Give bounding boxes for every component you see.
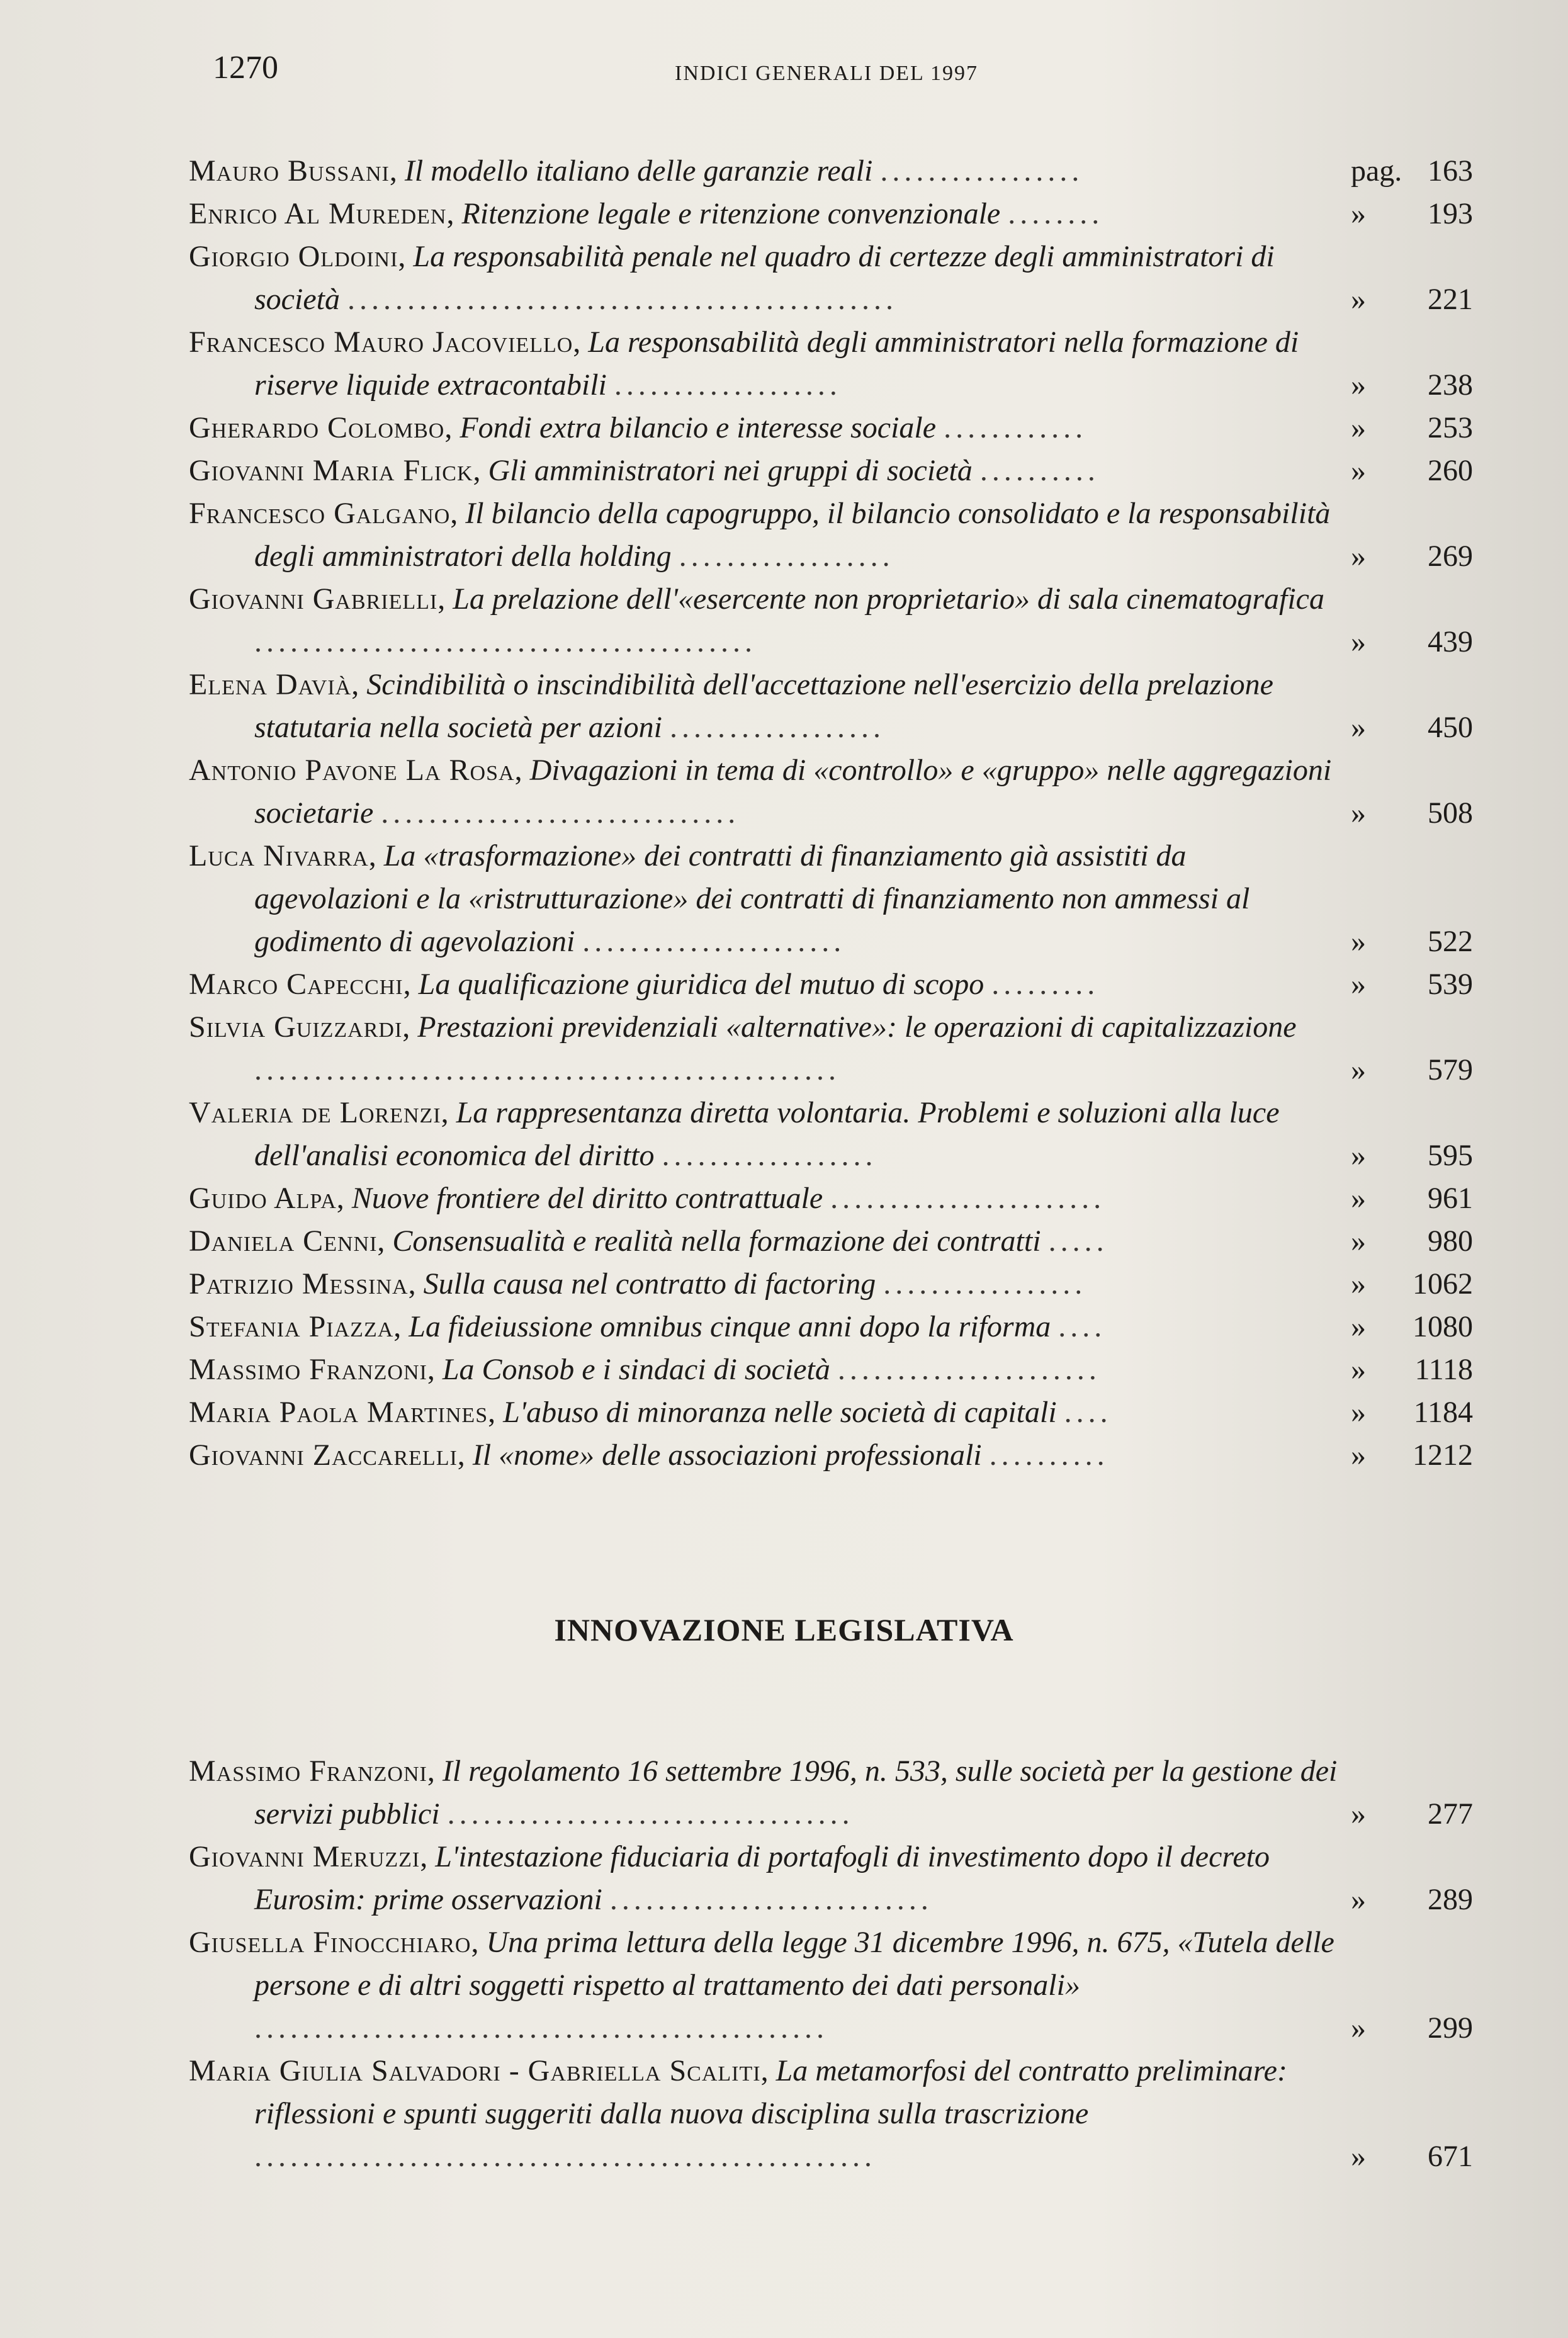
- table-of-contents-legislative: [189, 1750, 1473, 2178]
- toc-entry: Francesco Galgano, Il bilancio della capogruppo, il bilancio consolidato e la responsabilità degli amministratori della holding .................. » 269: [189, 492, 1473, 578]
- entry-title: Consensualità e realità nella formazione dei contratti: [392, 1224, 1041, 1258]
- entry-author: Gherardo Colombo: [189, 411, 445, 444]
- entry-title: La «trasformazione» dei contratti di finanziamento già assistiti da agevolazioni e la «ristrutturazione» dei contratti di finanziamento non ammessi al godimento di agevolazioni: [254, 839, 1250, 958]
- dot-leader: .................: [883, 1267, 1087, 1301]
- entry-title: La Consob e i sindaci di società: [442, 1353, 830, 1386]
- entry-author: Massimo Franzoni: [189, 1754, 427, 1788]
- toc-entry: Patrizio Messina, Sulla causa nel contratto di factoring ................. » 1062: [189, 1263, 1473, 1306]
- entry-author: Luca Nivarra: [189, 839, 369, 873]
- dot-leader: ..................: [679, 539, 894, 573]
- toc-entry: Giovanni Meruzzi, L'intestazione fiduciaria di portafogli di investimento dopo il decreto Eurosim: prime osservazioni ........................... » 289: [189, 1836, 1473, 1921]
- page-number: 1270: [213, 50, 278, 86]
- table-of-contents-articles: [189, 150, 1473, 1477]
- entry-title: Ritenzione legale e ritenzione convenzionale: [461, 197, 1001, 230]
- entry-title: La prelazione dell'«esercente non proprietario» di sala cinematografica: [453, 582, 1324, 616]
- entry-page-number: 522: [1428, 925, 1473, 958]
- entry-page-number: 221: [1428, 283, 1473, 316]
- entry-page-number: 508: [1428, 796, 1473, 830]
- entry-page-number: 299: [1428, 2011, 1473, 2045]
- entry-title: La responsabilità degli amministratori nella formazione di riserve liquide extracontabili: [254, 325, 1299, 402]
- entry-title: Una prima lettura della legge 31 dicembre 1996, n. 675, «Tutela delle persone e di altri soggetti rispetto al trattamento dei dati personali»: [254, 1926, 1334, 2002]
- toc-entry: Giorgio Oldoini, La responsabilità penale nel quadro di certezze degli amministratori di società .............................................. » 221: [189, 235, 1473, 321]
- toc-entry: Maria Paola Martines, L'abuso di minoranza nelle società di capitali .... » 1184: [189, 1391, 1473, 1434]
- toc-entry: Francesco Mauro Jacoviello, La responsabilità degli amministratori nella formazione di riserve liquide extracontabili ................... » 238: [189, 321, 1473, 407]
- entry-page-number: 595: [1428, 1139, 1473, 1172]
- entry-title: Fondi extra bilancio e interesse sociale: [460, 411, 937, 444]
- entry-author: Francesco Galgano: [189, 497, 451, 530]
- entry-author: Maria Giulia Salvadori - Gabriella Scaliti: [189, 2054, 761, 2087]
- dot-leader: .....: [1048, 1224, 1108, 1258]
- entry-author: Silvia Guizzardi: [189, 1010, 403, 1044]
- entry-page-number: 163: [1428, 154, 1473, 188]
- entry-title: Scindibilità o inscindibilità dell'accettazione nell'esercizio della prelazione statutaria nella società per azioni: [254, 668, 1273, 744]
- toc-entry: Antonio Pavone La Rosa, Divagazioni in tema di «controllo» e «gruppo» nelle aggregazioni societarie .............................. » 508: [189, 749, 1473, 835]
- entry-page-number: 1212: [1413, 1438, 1473, 1472]
- entry-page-number: 1184: [1413, 1396, 1473, 1429]
- dot-leader: .......................: [830, 1182, 1106, 1215]
- toc-entry: Massimo Franzoni, Il regolamento 16 settembre 1996, n. 533, sulle società per la gestione dei servizi pubblici .................................. » 277: [189, 1750, 1473, 1836]
- toc-entry: Silvia Guizzardi, Prestazioni previdenziali «alternative»: le operazioni di capitalizzazione ................................................. » 579: [189, 1006, 1473, 1092]
- entry-title: Sulla causa nel contratto di factoring: [423, 1267, 876, 1301]
- entry-page-number: 450: [1428, 711, 1473, 744]
- dot-leader: ..................................: [447, 1797, 854, 1831]
- dot-leader: ..................: [669, 711, 885, 744]
- toc-entry: Gherardo Colombo, Fondi extra bilancio e interesse sociale ............ » 253: [189, 407, 1473, 449]
- toc-entry: Valeria de Lorenzi, La rappresentanza diretta volontaria. Problemi e soluzioni alla luce dell'analisi economica del diritto .................. » 595: [189, 1092, 1473, 1177]
- toc-entry: Maria Giulia Salvadori - Gabriella Scaliti, La metamorfosi del contratto preliminare: riflessioni e spunti suggeriti dalla nuova disciplina sulla trascrizione .................................................... » 671: [189, 2050, 1473, 2178]
- entry-author: Patrizio Messina: [189, 1267, 409, 1301]
- entry-title: La rappresentanza diretta volontaria. Problemi e soluzioni alla luce dell'analisi economica del diritto: [254, 1096, 1280, 1172]
- entry-author: Marco Capecchi: [189, 968, 403, 1001]
- entry-author: Francesco Mauro Jacoviello: [189, 325, 573, 359]
- entry-page-number: 439: [1428, 625, 1473, 658]
- entry-page-number: 238: [1428, 368, 1473, 402]
- entry-page-number: 1118: [1414, 1353, 1473, 1386]
- dot-leader: .................................................: [254, 1053, 840, 1087]
- dot-leader: ......................: [582, 925, 846, 958]
- entry-author: Giorgio Oldoini: [189, 240, 398, 273]
- dot-leader: ................................................: [254, 2011, 828, 2045]
- entry-page-number: 980: [1428, 1224, 1473, 1258]
- dot-leader: ....: [1058, 1310, 1107, 1343]
- dot-leader: ..............................: [381, 796, 740, 830]
- entry-page-number: 289: [1428, 1883, 1473, 1916]
- dot-leader: ..................: [662, 1139, 877, 1172]
- entry-author: Valeria de Lorenzi: [189, 1096, 441, 1129]
- entry-author: Enrico Al Mureden: [189, 197, 447, 230]
- entry-title: L'abuso di minoranza nelle società di capitali: [503, 1396, 1057, 1429]
- dot-leader: ...........................: [609, 1883, 933, 1916]
- running-head: [0, 49, 1568, 99]
- entry-title: Prestazioni previdenziali «alternative»: le operazioni di capitalizzazione: [417, 1010, 1297, 1044]
- entry-page-number: 193: [1428, 197, 1473, 230]
- toc-entry: Enrico Al Mureden, Ritenzione legale e ritenzione convenzionale ........ » 193: [189, 193, 1473, 235]
- entry-author: Giovanni Gabrielli: [189, 582, 438, 616]
- entry-title: La metamorfosi del contratto preliminare: riflessioni e spunti suggeriti dalla nuova disciplina sulla trascrizione: [254, 2054, 1287, 2130]
- dot-leader: ...................: [614, 368, 842, 402]
- entry-title: Gli amministratori nei gruppi di società: [488, 454, 973, 487]
- dot-leader: ....: [1064, 1396, 1112, 1429]
- toc-entry: Stefania Piazza, La fideiussione omnibus cinque anni dopo la riforma .... » 1080: [189, 1306, 1473, 1348]
- toc-entry: Marco Capecchi, La qualificazione giuridica del mutuo di scopo ......... » 539: [189, 963, 1473, 1006]
- entry-title: Nuove frontiere del diritto contrattuale: [351, 1182, 823, 1215]
- entry-author: Giovanni Maria Flick: [189, 454, 473, 487]
- dot-leader: ..........................................: [254, 625, 757, 658]
- dot-leader: ............: [944, 411, 1088, 444]
- entry-page-number: 277: [1428, 1797, 1473, 1831]
- entry-author: Elena Davià: [189, 668, 352, 701]
- entry-title: Il regolamento 16 settembre 1996, n. 533, sulle società per la gestione dei servizi pubblici: [254, 1754, 1338, 1831]
- entry-page-number: 253: [1428, 411, 1473, 444]
- entry-author: Guido Alpa: [189, 1182, 337, 1215]
- entry-page-number: 671: [1428, 2140, 1473, 2173]
- toc-entry: Daniela Cenni, Consensualità e realità nella formazione dei contratti ..... » 980: [189, 1220, 1473, 1263]
- entry-title: Divagazioni in tema di «controllo» e «gruppo» nelle aggregazioni societarie: [254, 754, 1332, 830]
- entry-title: Il bilancio della capogruppo, il bilancio consolidato e la responsabilità degli amministratori della holding: [254, 497, 1331, 573]
- dot-leader: ........: [1008, 197, 1104, 230]
- toc-entry: Giusella Finocchiaro, Una prima lettura della legge 31 dicembre 1996, n. 675, «Tutela delle persone e di altri soggetti rispetto al trattamento dei dati personali» ................................................ » 299: [189, 1921, 1473, 2050]
- entry-author: Massimo Franzoni: [189, 1353, 427, 1386]
- toc-entry: Guido Alpa, Nuove frontiere del diritto contrattuale ....................... » 961: [189, 1177, 1473, 1220]
- entry-author: Giovanni Zaccarelli: [189, 1438, 458, 1472]
- toc-entry: Mauro Bussani, Il modello italiano delle garanzie reali ................. pag. 163: [189, 150, 1473, 193]
- entry-author: Maria Paola Martines: [189, 1396, 488, 1429]
- entry-page-number: 539: [1428, 968, 1473, 1001]
- entry-title: L'intestazione fiduciaria di portafogli di investimento dopo il decreto Eurosim: prime osservazioni: [254, 1840, 1270, 1916]
- entry-page-number: 961: [1428, 1182, 1473, 1215]
- running-title: INDICI GENERALI DEL 1997: [675, 62, 979, 85]
- dot-leader: ..........: [979, 454, 1100, 487]
- entry-page-number: 1062: [1413, 1267, 1473, 1301]
- dot-leader: ....................................................: [254, 2140, 876, 2173]
- entry-author: Antonio Pavone La Rosa: [189, 754, 515, 787]
- entry-author: Stefania Piazza: [189, 1310, 394, 1343]
- dot-leader: .........: [991, 968, 1100, 1001]
- dot-leader: .................: [880, 154, 1084, 188]
- section-heading: INNOVAZIONE LEGISLATIVA: [554, 1612, 1014, 1647]
- entry-title: Il modello italiano delle garanzie reali: [404, 154, 873, 188]
- toc-entry: Giovanni Maria Flick, Gli amministratori nei gruppi di società .......... » 260: [189, 449, 1473, 492]
- entry-title: La responsabilità penale nel quadro di certezze degli amministratori di società: [254, 240, 1275, 316]
- dot-leader: ..........: [989, 1438, 1109, 1472]
- toc-entry: Luca Nivarra, La «trasformazione» dei contratti di finanziamento già assistiti da agevolazioni e la «ristrutturazione» dei contratti di finanziamento non ammessi al godimento di agevolazioni ...................... » 522: [189, 835, 1473, 963]
- entry-title: La fideiussione omnibus cinque anni dopo la riforma: [409, 1310, 1051, 1343]
- dot-leader: ..............................................: [347, 283, 898, 316]
- toc-entry: Massimo Franzoni, La Consob e i sindaci di società ...................... » 1118: [189, 1348, 1473, 1391]
- entry-author: Daniela Cenni: [189, 1224, 378, 1258]
- toc-entry: Elena Davià, Scindibilità o inscindibilità dell'accettazione nell'esercizio della prelazione statutaria nella società per azioni .................. » 450: [189, 664, 1473, 749]
- entry-title: La qualificazione giuridica del mutuo di scopo: [418, 968, 984, 1001]
- entry-author: Giusella Finocchiaro: [189, 1926, 471, 1959]
- dot-leader: ......................: [837, 1353, 1101, 1386]
- entry-page-number: 260: [1428, 454, 1473, 487]
- toc-entry: Giovanni Zaccarelli, Il «nome» delle associazioni professionali .......... » 1212: [189, 1434, 1473, 1477]
- entry-author: Mauro Bussani: [189, 154, 390, 188]
- entry-author: Giovanni Meruzzi: [189, 1840, 420, 1873]
- entry-page-number: 579: [1428, 1053, 1473, 1087]
- entry-page-number: 269: [1428, 539, 1473, 573]
- entry-page-number: 1080: [1413, 1310, 1473, 1343]
- entry-title: Il «nome» delle associazioni professionali: [472, 1438, 982, 1472]
- toc-entry: Giovanni Gabrielli, La prelazione dell'«esercente non proprietario» di sala cinematografica .......................................... » 439: [189, 578, 1473, 664]
